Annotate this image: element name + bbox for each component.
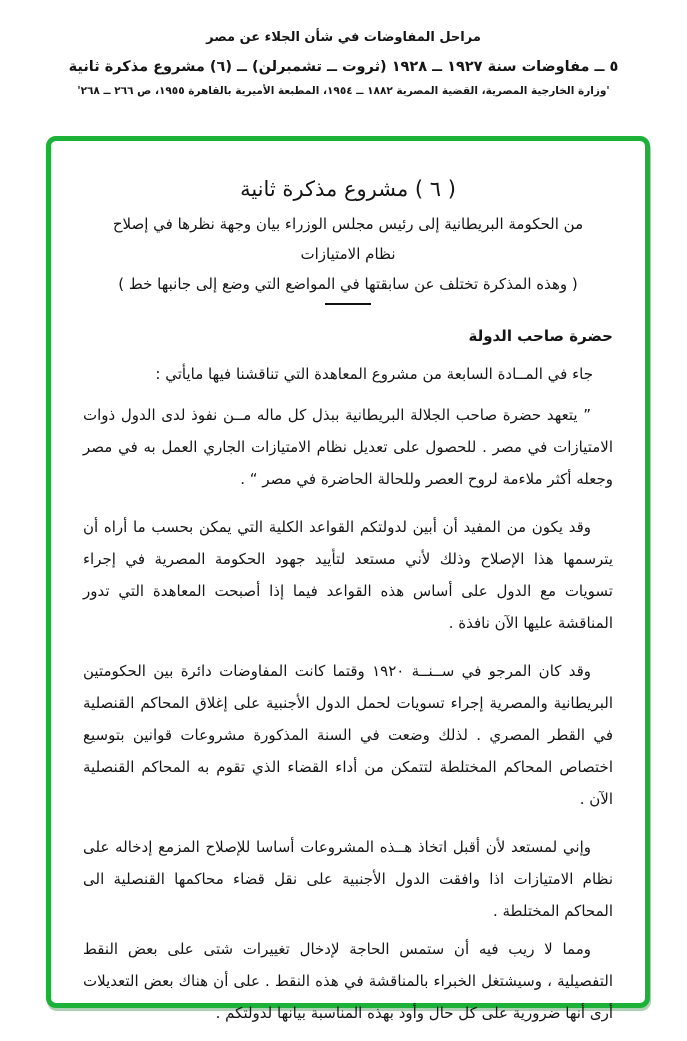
paragraph-3: وقد كان المرجو في ســنــة ١٩٢٠ وقتما كانت المفاوضات دائرة بين الحكومتين البريطانية والمصرية إجراء تسويات لحمل الدول الأجنبية على إغلاق المحاكم القنصلية في القطر المصري . لذلك وضعت في السنة المذكورة مشروعات قوانين بتوسيع اختصاص المحاكم المختلطة لتتمكن من أداء القضاء الذي تقوم به المحاكم القنصلية الآن . xyxy=(83,662,613,808)
paragraph-2: وقد يكون من المفيد أن أبين لدولتكم القواعد الكلية التي يمكن بحسب ما أراه أن يترسمها هذا الإصلاح وذلك لأني مستعد لتأييد جهود الحكومة المصرية في إجراء تسويات مع الدول على أساس هذه القواعد فيما إذا أصبحت المعاهدة التي تدور المناقشة عليها الآن نافذة . xyxy=(83,518,613,632)
header-source-citation: 'وزارة الخارجية المصرية، القضية المصرية ١٨٨٢ ــ ١٩٥٤، المطبعة الأميرية بالقاهرة ١٩٥٥، ص ٢٦٦ ــ ٢٦٨' xyxy=(77,85,610,97)
memo-title: ( ٦ ) مشروع مذكرة ثانية xyxy=(240,177,456,201)
intro-line: جاء في المــادة السابعة من مشروع المعاهدة التي تناقشنا فيها مايأتي : xyxy=(155,365,593,383)
paragraph-quote: ” يتعهد حضرة صاحب الجلالة البريطانية ببذل كل ماله مــن نفوذ لدى الدول ذوات الامتيازات في مصر . للحصول على تعديل نظام الامتيازات الجاري العمل به في مصر وجعله أكثر ملاءمة لروح العصر وللحالة الحاضرة في مصر “ . xyxy=(83,406,613,488)
page-header xyxy=(0,0,687,97)
header-title: مراحل المفاوضات في شأن الجلاء عن مصر xyxy=(206,30,481,45)
divider-rule xyxy=(325,303,371,305)
header-subtitle: ٥ ــ مفاوضات سنة ١٩٢٧ ــ ١٩٢٨ (ثروت ــ تشمبرلن) ــ (٦) مشروع مذكرة ثانية xyxy=(68,59,619,75)
paragraph-5: ومما لا ريب فيه أن ستمس الحاجة لإدخال تغييرات شتى على بعض النقط التفصيلية ، وسيشتغل الخبراء بالمناقشة في هذه النقط . على أن هناك بعض التعديلات أرى أنها ضرورية على كل حال وأود بهذه المناسبة بيانها لدولتكم . xyxy=(83,940,613,1022)
salutation: حضرة صاحب الدولة xyxy=(468,327,613,345)
memo-subtitle-line-2: نظام الامتيازات xyxy=(300,245,396,263)
memo-note: ( وهذه المذكرة تختلف عن سابقتها في المواضع التي وضع إلى جانبها خط ) xyxy=(118,275,578,293)
memo-subtitle-line-1: من الحكومة البريطانية إلى رئيس مجلس الوزراء بيان وجهة نظرها في إصلاح xyxy=(112,215,584,233)
paragraph-4: وإني لمستعد لأن أقبل اتخاذ هــذه المشروعات أساسا للإصلاح المزمع إدخاله على نظام الامتيازات اذا وافقت الدول الأجنبية على نقل قضاء محاكمها القنصلية الى المحاكم المختلطة . xyxy=(83,838,613,920)
memo-box xyxy=(46,136,650,1022)
